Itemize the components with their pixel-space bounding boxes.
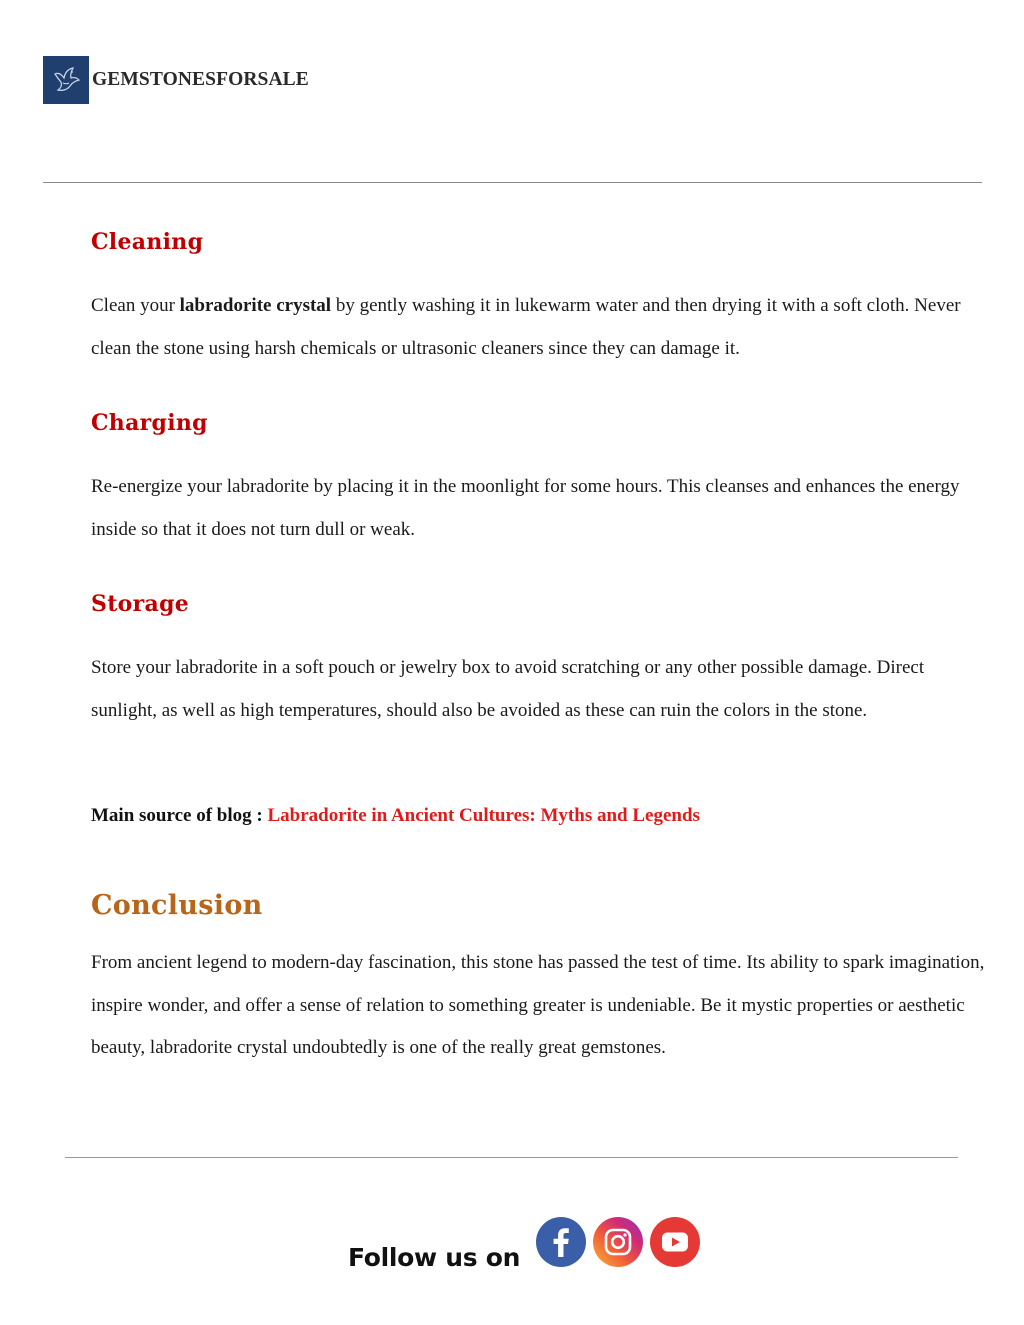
footer-divider <box>65 1157 958 1158</box>
source-link[interactable]: Labradorite in Ancient Cultures: Myths and Legends <box>267 805 700 826</box>
youtube-icon[interactable] <box>650 1217 700 1267</box>
follow-us-text: Follow us on <box>348 1243 521 1272</box>
brand-logo[interactable] <box>43 56 309 104</box>
brand-name: GEMSTONESFORSALE <box>92 69 309 90</box>
section-heading-cleaning: Cleaning <box>91 229 204 255</box>
facebook-icon[interactable] <box>536 1217 586 1267</box>
section-text-charging: Re-energize your labradorite by placing it in the moonlight for some hours. This cleanses and enhances the energy inside so that it does not turn dull or weak. <box>91 476 960 540</box>
social-links <box>536 1217 707 1267</box>
section-heading-storage: Storage <box>91 591 190 617</box>
conclusion-heading: Conclusion <box>91 890 263 921</box>
dove-icon <box>43 56 89 104</box>
section-heading-charging: Charging <box>91 410 208 436</box>
instagram-icon[interactable] <box>593 1217 643 1267</box>
follow-us <box>348 1240 707 1272</box>
blog-source: Main source of blog : Labradorite in Ancient Cultures: Myths and Legends <box>91 805 700 826</box>
section-text-storage: Store your labradorite in a soft pouch or jewelry box to avoid scratching or any other possible damage. Direct sunlight, as well as high temperatures, should also be avoided as these can ruin the colors in the stone. <box>91 657 925 721</box>
section-text-cleaning: Clean your labradorite crystal by gently washing it in lukewarm water and then drying it with a soft cloth. Never clean the stone using harsh chemicals or ultrasonic cleaners since they can damage it. <box>91 295 961 359</box>
conclusion-text: From ancient legend to modern-day fascination, this stone has passed the test of time. Its ability to spark imagination, inspire wonder, and offer a sense of relation to something greater is undeniable. Be it mystic properties or aesthetic beauty, labradorite crystal undoubtedly is one of the really great gemstones. <box>91 952 985 1058</box>
bold-keyword: labradorite crystal <box>179 295 332 316</box>
header-divider <box>43 182 982 183</box>
